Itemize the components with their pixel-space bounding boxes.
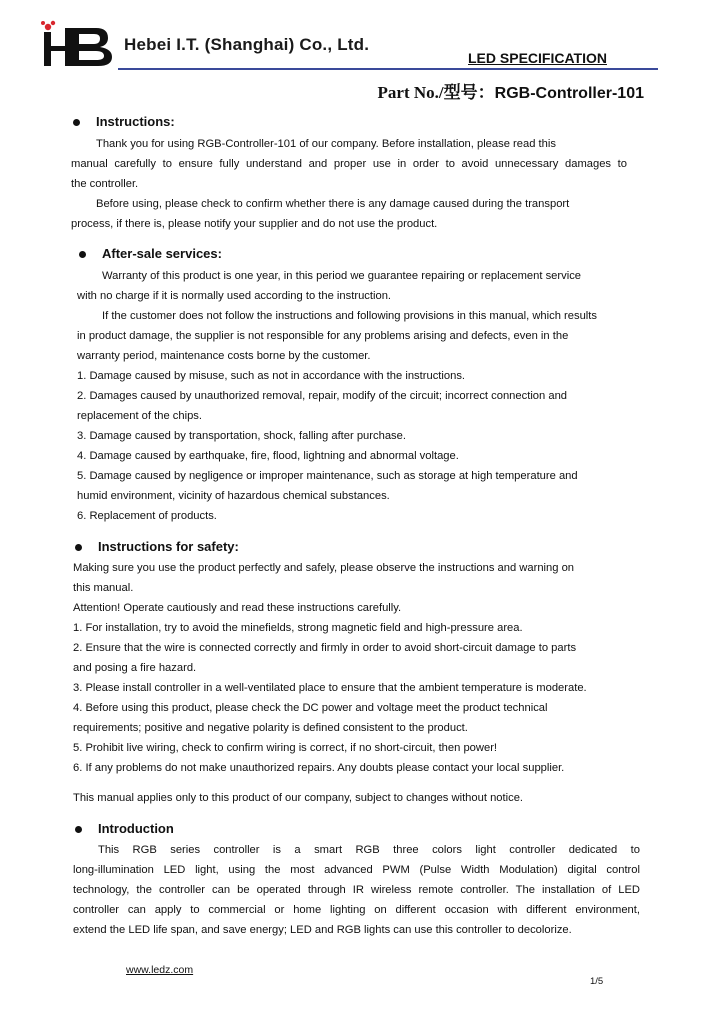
paragraph-line: extend the LED life span, and save energy; LED and RGB lights can use this controller to decolorize. [73, 924, 572, 936]
paragraph-line: long-illumination LED light, using the most advanced PWM (Pulse Width Modulation) digital control [73, 864, 640, 876]
bullet-icon [75, 826, 82, 833]
part-number-line [378, 78, 644, 103]
notice-text: This manual applies only to this product of our company, subject to changes without notice. [73, 792, 524, 804]
bullet-icon [79, 251, 86, 258]
list-item: 5. Prohibit live wiring, check to confirm wiring is correct, if no short-circuit, then power! [73, 742, 498, 754]
paragraph-line: If the customer does not follow the instructions and following provisions in this manual, which results [102, 310, 597, 322]
section-heading: Instructions for safety: [98, 539, 239, 554]
section-heading: After-sale services: [102, 246, 222, 261]
paragraph-line: this manual. [73, 582, 134, 594]
list-item: 1. Damage caused by misuse, such as not in accordance with the instructions. [77, 370, 466, 382]
paragraph-line: Thank you for using RGB-Controller-101 of our company. Before installation, please read this [96, 138, 556, 150]
section-heading: Instructions: [96, 114, 175, 129]
spec-title: LED SPECIFICATION [468, 50, 607, 66]
list-item: requirements; positive and negative polarity is defined consistent to the product. [73, 722, 468, 734]
list-item: 5. Damage caused by negligence or improper maintenance, such as storage at high temperature and [77, 470, 578, 482]
bullet-icon [75, 544, 82, 551]
paragraph-line: Making sure you use the product perfectly and safely, please observe the instructions and warning on [73, 562, 575, 574]
part-number: RGB-Controller-101 [494, 85, 644, 102]
list-item: and posing a fire hazard. [73, 662, 197, 674]
list-item: 2. Ensure that the wire is connected correctly and firmly in order to avoid short-circuit damage to parts [73, 642, 577, 654]
paragraph-line: This RGB series controller is a smart RGB three colors light controller dedicated to [98, 844, 640, 856]
list-item: humid environment, vicinity of hazardous chemical substances. [77, 490, 390, 502]
part-label: Part No./型号： [377, 83, 495, 102]
section-heading: Introduction [98, 821, 174, 836]
paragraph-line: warranty period, maintenance costs borne by the customer. [77, 350, 371, 362]
paragraph-line: in product damage, the supplier is not responsible for any problems arising and defects, even in the [77, 330, 569, 342]
bullet-icon [73, 119, 80, 126]
list-item: 6. If any problems do not make unauthorized repairs. Any doubts please contact your local supplier. [73, 762, 565, 774]
list-item: 3. Damage caused by transportation, shock, falling after purchase. [77, 430, 406, 442]
paragraph-line: Attention! Operate cautiously and read these instructions carefully. [73, 602, 402, 614]
paragraph-line: manual carefully to ensure fully understand and proper use in order to avoid unnecessary damages to [71, 158, 627, 170]
paragraph-line: Before using, please check to confirm whether there is any damage caused during the transport [96, 198, 570, 210]
company-name: Hebei I.T. (Shanghai) Co., Ltd. [124, 35, 370, 54]
list-item: 4. Before using this product, please check the DC power and voltage meet the product technical [73, 702, 548, 714]
list-item: 1. For installation, try to avoid the minefields, strong magnetic field and high-pressure area. [73, 622, 523, 634]
list-item: 4. Damage caused by earthquake, fire, flood, lightning and abnormal voltage. [77, 450, 459, 462]
paragraph-line: technology, the controller can be operated through IR wireless remote controller. The installation of LED [73, 884, 640, 896]
company-logo [38, 20, 118, 68]
footer-website-link[interactable]: www.ledz.com [126, 964, 194, 976]
page-number: 1/5 [590, 976, 604, 987]
header-divider [118, 68, 658, 70]
hb-logo-icon [38, 20, 118, 68]
paragraph-line: controller can apply to commercial or home lighting on different occasion with different environment, [73, 904, 640, 916]
paragraph-line: Warranty of this product is one year, in this period we guarantee repairing or replacement service [102, 270, 582, 282]
list-item: 3. Please install controller in a well-ventilated place to ensure that the ambient temperature is moderate. [73, 682, 587, 694]
list-item: replacement of the chips. [77, 410, 202, 422]
paragraph-line: with no charge if it is normally used according to the instruction. [77, 290, 392, 302]
paragraph-line: process, if there is, please notify your supplier and do not use the product. [71, 218, 438, 230]
list-item: 6. Replacement of products. [77, 510, 217, 522]
list-item: 2. Damages caused by unauthorized removal, repair, modify of the circuit; incorrect connection and [77, 390, 568, 402]
paragraph-line: the controller. [71, 178, 139, 190]
